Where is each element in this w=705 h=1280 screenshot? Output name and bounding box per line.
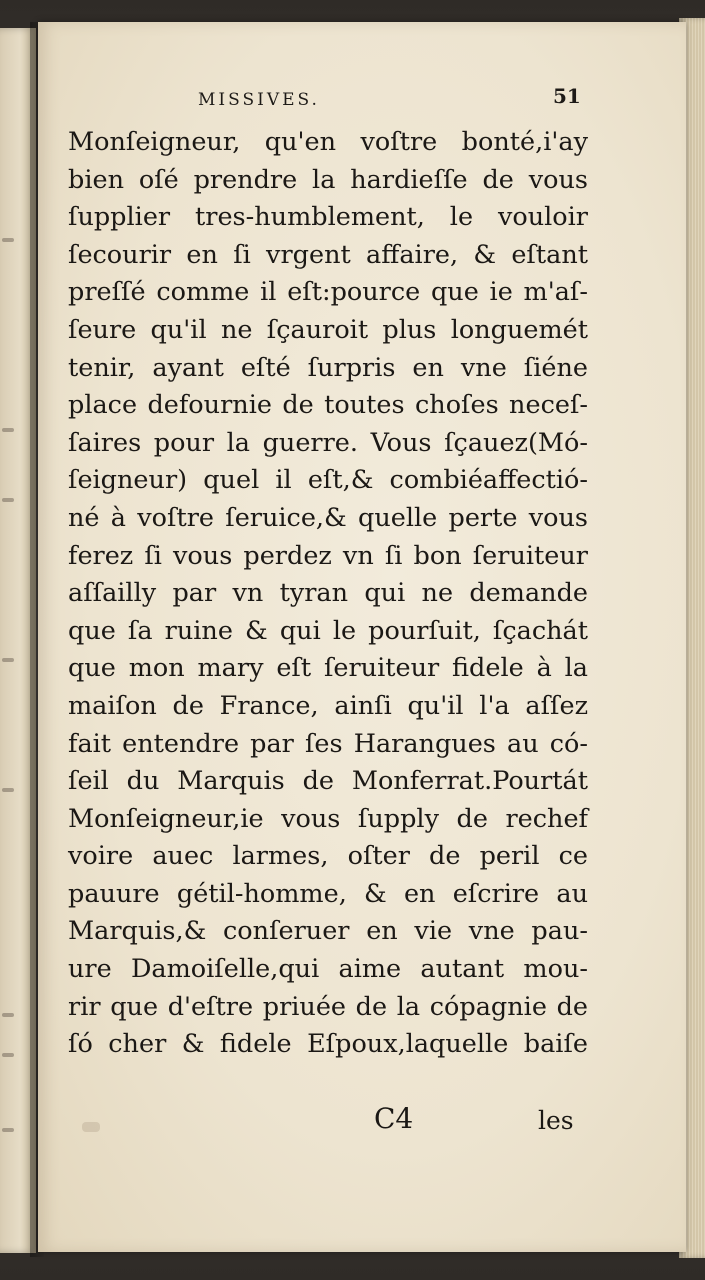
bleed-mark [2,658,14,662]
running-head: MISSIVES. [198,90,320,110]
bleed-mark [2,1053,14,1057]
text-line: pauure gétil-homme, & en eſcrire au [68,878,588,909]
text-line: ferez ſi vous perdez vn ſi bon ſeruiteur [68,540,588,571]
bleed-mark [2,1013,14,1017]
text-line: ure Damoiſelle,qui aime autant mou- [68,954,588,985]
text-line: voire auec larmes, oſter de peril ce [68,841,588,872]
body-text [68,124,588,1064]
text-line: ſaires pour la guerre. Vous ſçauez(Mó- [68,427,588,458]
bleed-mark [2,238,14,242]
text-line: place defournie de toutes choſes neceſ- [68,390,588,421]
catchword: les [538,1106,574,1135]
text-line: fait entendre par ſes Harangues au có- [68,728,588,759]
text-line: ſeil du Marquis de Monferrat.Pourtát [68,766,588,797]
text-line: ſupplier tres-humblement, le vouloir [68,202,588,233]
bleed-mark [2,428,14,432]
bleed-mark [2,788,14,792]
text-line: aſſailly par vn tyran qui ne demande [68,578,588,609]
page-number: 51 [553,84,581,108]
text-line: ſeigneur) quel il eſt,& combiéaffectió- [68,465,588,496]
text-line: Monſeigneur,ie vous ſupply de rechef [68,803,588,834]
signature-mark: C4 [374,1102,414,1135]
text-line: maiſon de France, ainſi qu'il l'a aſſez [68,690,588,721]
text-line: tenir, ayant eſté ſurpris en vne ſiéne [68,352,588,383]
text-line: que mon mary eſt ſeruiteur fidele à la [68,653,588,684]
bleed-mark [2,498,14,502]
text-line: Marquis,& conſeruer en vie vne pau- [68,916,588,947]
text-line: preſſé comme il eſt:pource que ie m'aſ- [68,277,588,308]
text-line: que ſa ruine & qui le pourſuit, ſçachát [68,615,588,646]
stain-mark [82,1122,100,1132]
text-line: ſeure qu'il ne ſçauroit plus longuemét [68,314,588,345]
text-line: rir que d'eſtre priuée de la cópagnie de [68,991,588,1022]
book-page [38,22,686,1252]
bleed-mark [2,1128,14,1132]
text-line: né à voſtre ſeruice,& quelle perte vous [68,502,588,533]
text-line: ſecourir en ſi vrgent affaire, & eſtant [68,239,588,270]
text-line: bien oſé prendre la hardieſſe de vous [68,164,588,195]
text-line: ſó cher & fidele Eſpoux,laquelle baiſe [68,1029,588,1060]
text-line: Monſeigneur, qu'en voſtre bonté,i'ay [68,127,588,157]
